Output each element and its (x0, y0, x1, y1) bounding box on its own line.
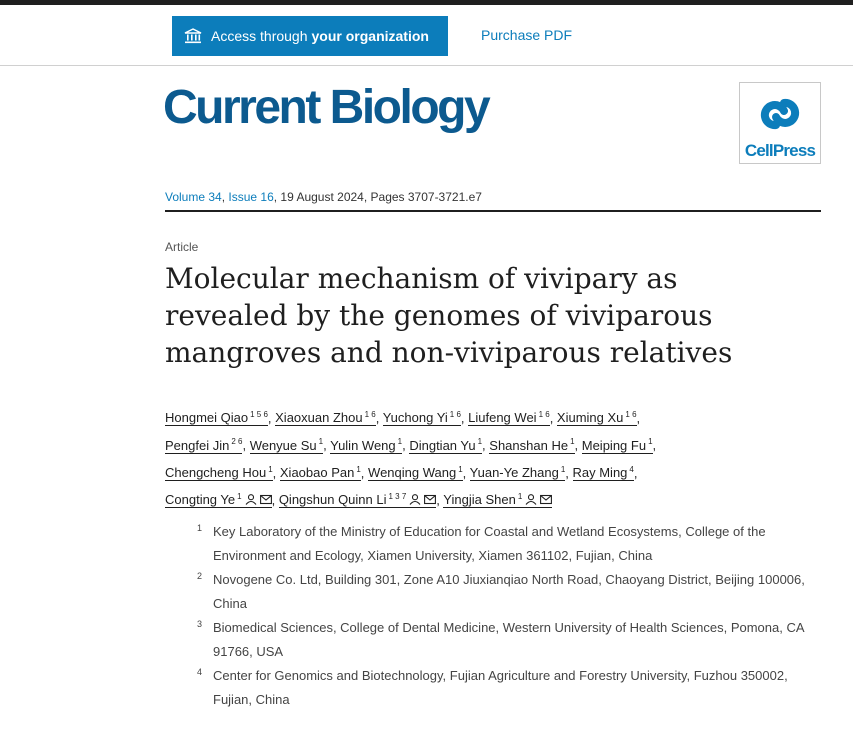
cellpress-emblem-icon (740, 83, 820, 143)
author-link[interactable] (280, 465, 361, 481)
author-name: Dingtian Yu (409, 437, 476, 453)
author-affiliation-refs: 1 6 (449, 410, 461, 419)
author-name: Xiaoxuan Zhou (275, 410, 363, 426)
author-affiliation-refs: 2 6 (231, 437, 243, 447)
author-affiliation-refs: 1 6 (538, 410, 550, 419)
affiliation-number: 4 (197, 667, 203, 677)
author-name: Qingshun Quinn Li (278, 492, 387, 508)
affiliation-number: 2 (197, 571, 203, 581)
person-icon (245, 494, 257, 505)
author-link[interactable] (330, 438, 402, 454)
author-name: Xiaobao Pan (279, 464, 355, 480)
cellpress-logo-text: CellPress (744, 141, 816, 160)
author-affiliation-refs: 1 (356, 464, 361, 474)
institution-icon (184, 28, 202, 44)
author-link[interactable] (557, 410, 637, 426)
person-icon (409, 494, 421, 505)
author-name: Hongmei Qiao (165, 410, 249, 426)
author-link[interactable] (275, 410, 376, 426)
author-link[interactable] (409, 438, 482, 454)
affiliation-item (197, 616, 822, 664)
author-link[interactable] (489, 438, 574, 454)
author-link[interactable] (165, 438, 242, 454)
affiliation-text: Center for Genomics and Biotechnology, Fujian Agriculture and Forestry University, Fuzhou 350002, Fujian, China (213, 668, 788, 707)
author-name: Chengcheng Hou (165, 464, 267, 480)
author-affiliation-refs: 1 5 6 (250, 410, 268, 419)
author-affiliation-refs: 1 (648, 437, 653, 447)
affiliation-text: Key Laboratory of the Ministry of Education for Coastal and Wetland Ecosystems, College of the Environment and Ecology, Xiamen University, Xiamen 361102, Fujian, China (213, 524, 766, 563)
author-name: Xiuming Xu (556, 410, 624, 426)
author-link[interactable] (368, 465, 463, 481)
person-icon (525, 494, 537, 505)
divider (165, 210, 821, 212)
cellpress-logo[interactable] (739, 82, 821, 164)
citation-details: , 19 August 2024, Pages 3707-3721.e7 (273, 190, 482, 204)
author-name: Yingjia Shen (443, 492, 516, 508)
author-name: Pengfei Jin (165, 437, 230, 453)
author-affiliation-refs: 1 (570, 437, 575, 447)
mail-icon (540, 494, 552, 505)
author-link[interactable] (165, 492, 272, 508)
author-name: Yuchong Yi (382, 410, 448, 426)
affiliation-item (197, 520, 822, 568)
author-link[interactable] (279, 492, 436, 508)
issue-link[interactable]: Issue 16 (228, 190, 274, 204)
author-affiliation-refs: 1 (458, 464, 463, 474)
author-link[interactable] (468, 410, 550, 426)
affiliation-item (197, 664, 822, 712)
article-title: Molecular mechanism of vivipary as revealed by the genomes of viviparous mangroves and non-viviparous relatives (165, 262, 733, 369)
author-link[interactable] (250, 438, 323, 454)
author-affiliation-refs: 1 (318, 437, 324, 447)
affiliation-number: 1 (197, 523, 203, 533)
affiliation-text: Novogene Co. Ltd, Building 301, Zone A10 Jiuxianqiao North Road, Chaoyang District, Beijing 100006, China (213, 572, 805, 611)
access-org-label: your organization (311, 28, 429, 44)
access-prefix-label: Access through (211, 28, 308, 44)
author-name: Yuan-Ye Zhang (469, 464, 559, 480)
journal-title[interactable]: Current Biology (163, 81, 489, 134)
access-through-organization-button[interactable] (172, 16, 448, 56)
top-bar (0, 5, 853, 66)
author-link[interactable] (582, 438, 653, 454)
author-name: Congting Ye (165, 492, 236, 508)
author-link[interactable] (470, 465, 566, 481)
affiliation-text: Biomedical Sciences, College of Dental Medicine, Western University of Health Sciences, Pomona, CA 91766, USA (213, 620, 804, 659)
citation-line: Volume 34, Issue 16, 19 August 2024, Pages 3707-3721.e7 (165, 190, 482, 204)
author-link[interactable] (383, 410, 461, 426)
article-type: Article (165, 240, 199, 254)
author-affiliation-refs: 1 3 7 (388, 491, 407, 501)
author-affiliation-refs: 1 (560, 464, 566, 474)
author-name: Shanshan He (489, 437, 569, 453)
affiliation-item (197, 568, 822, 616)
author-affiliation-refs: 1 (268, 464, 273, 474)
author-affiliation-refs: 1 (237, 491, 242, 501)
author-name: Liufeng Wei (468, 410, 537, 426)
affiliation-number: 3 (197, 619, 203, 629)
author-affiliation-refs: 4 (629, 464, 634, 474)
author-affiliation-refs: 1 (477, 437, 483, 447)
author-affiliation-refs: 1 (517, 491, 523, 501)
author-list: Hongmei Qiao $^{1 5 6}$, Xiaoxuan Zhou $^{1 6}$, Yuchong Yi $^{1 6}$, Liufeng Wei $^{1 6}$, Xiuming Xu $^{1 6}$, Pengfei Jin $^{2 6}$, Wenyue Su $^1$, Yulin Weng $^1$, Dingtian Yu $^1$, Shanshan He $^1$, Meiping Fu $^1$, Chengcheng Hou $^1$, Xiaobao Pan $^1$, Wenqing Wang $^1$, Yuan-Ye Zhang $^1$, Ray Ming $^4$, Congting Ye $^1$ , Qingshun Quinn Li $^{1 3 7}$ , Yingjia Shen $^1$ (165, 410, 657, 508)
author-affiliation-refs: 1 (397, 437, 403, 447)
author-link[interactable] (165, 410, 268, 426)
author-name: Yulin Weng (330, 437, 396, 453)
author-link[interactable] (573, 465, 634, 481)
author-name: Wenqing Wang (368, 464, 457, 480)
author-name: Meiping Fu (581, 437, 647, 453)
volume-link[interactable]: Volume 34 (165, 190, 222, 204)
author-link[interactable] (165, 465, 273, 481)
author-affiliation-refs: 1 6 (364, 410, 376, 419)
mail-icon (260, 494, 272, 505)
author-name: Wenyue Su (249, 437, 317, 453)
purchase-pdf-link[interactable]: Purchase PDF (481, 27, 573, 43)
author-link[interactable] (443, 492, 552, 508)
author-affiliation-refs: 1 6 (625, 410, 637, 419)
author-name: Ray Ming (572, 464, 628, 480)
mail-icon (424, 494, 436, 505)
